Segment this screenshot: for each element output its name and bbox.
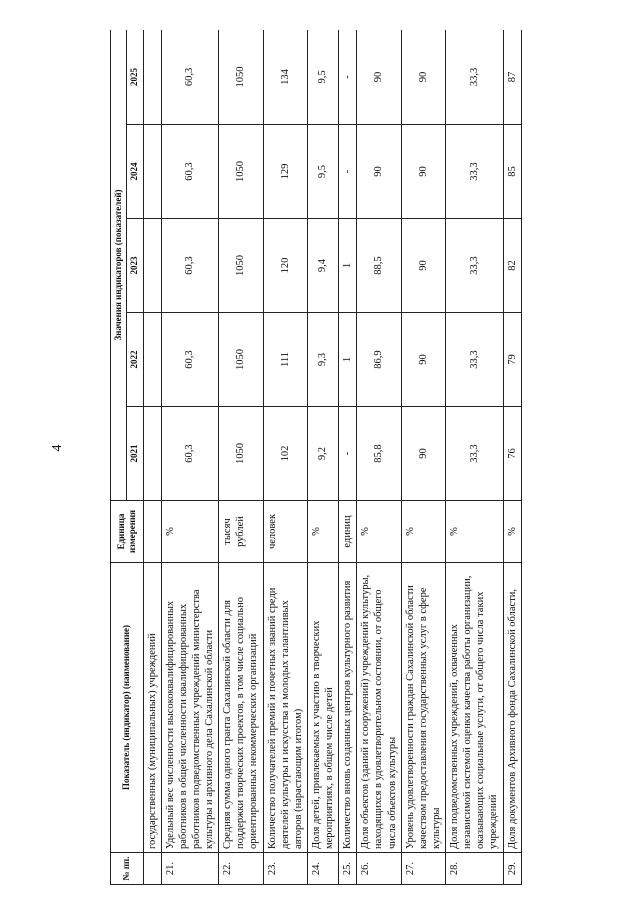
- header-year: 2023: [127, 219, 143, 313]
- header-indicator: Показатель (индикатор) (наименование): [111, 563, 144, 853]
- cell-value: [143, 407, 161, 501]
- table-row: [339, 30, 357, 885]
- indicators-table: [110, 30, 522, 885]
- cell-value: 85,8: [357, 407, 401, 501]
- cell-value: 9,3: [307, 313, 338, 407]
- cell-unit: %: [357, 501, 401, 563]
- cell-num: 28.: [446, 853, 504, 885]
- header-num: № пп.: [111, 853, 144, 885]
- cell-value: 33,3: [446, 407, 504, 501]
- cell-value: 86,9: [357, 313, 401, 407]
- header-year: 2024: [127, 125, 143, 219]
- cell-unit: человек: [263, 501, 307, 563]
- cell-num: 25.: [339, 853, 357, 885]
- table-row: [357, 30, 401, 885]
- table-row: [161, 30, 219, 885]
- cell-indicator: государственных (муниципальных) учреждений: [143, 563, 161, 853]
- cell-indicator: Количество получателей премий и почетных званий среди деятелей культуры и искусства и молодых талантливых авторов (нарастающим итогом): [263, 563, 307, 853]
- cell-value: 1: [339, 313, 357, 407]
- header-row-1: [111, 30, 127, 885]
- cell-value: 33,3: [446, 313, 504, 407]
- cell-num: 24.: [307, 853, 338, 885]
- cell-value: 88,5: [357, 219, 401, 313]
- cell-num: 21.: [161, 853, 219, 885]
- cell-unit: %: [161, 501, 219, 563]
- cell-indicator: Удельный вес численности высококвалифицированных работников в общей численности квалифицированных работников подведомственных учреждений министерства культуры и архивного дела Сахалинской области: [161, 563, 219, 853]
- header-unit: Единица измерения: [111, 501, 144, 563]
- cell-value: 102: [263, 407, 307, 501]
- cell-value: 9,2: [307, 407, 338, 501]
- cell-unit: %: [401, 501, 445, 563]
- table-row: [503, 30, 521, 885]
- table-row: [401, 30, 445, 885]
- rotated-table-canvas: [110, 30, 610, 885]
- cell-value: 9,5: [307, 30, 338, 125]
- cell-value: 129: [263, 125, 307, 219]
- header-values-group: Значения индикаторов (показателей): [111, 30, 127, 501]
- cell-indicator: Доля детей, привлекаемых к участию в творческих мероприятиях, в общем числе детей: [307, 563, 338, 853]
- cell-value: 33,3: [446, 30, 504, 125]
- cell-value: 120: [263, 219, 307, 313]
- header-year: 2022: [127, 313, 143, 407]
- cell-value: 60,3: [161, 125, 219, 219]
- table-row: [307, 30, 338, 885]
- cell-num: 27.: [401, 853, 445, 885]
- cell-value: 60,3: [161, 313, 219, 407]
- cell-value: [143, 313, 161, 407]
- cell-value: 90: [401, 407, 445, 501]
- cell-indicator: Средняя сумма одного гранта Сахалинской области для поддержки творческих проектов, в том числе социально ориентированных некоммерческих организаций: [219, 563, 263, 853]
- cell-value: 90: [401, 219, 445, 313]
- cell-value: 9,4: [307, 219, 338, 313]
- cell-value: 79: [503, 313, 521, 407]
- cell-value: -: [339, 125, 357, 219]
- cell-value: 1050: [219, 219, 263, 313]
- cell-value: 60,3: [161, 219, 219, 313]
- cell-indicator: Доля документов Архивного фонда Сахалинской области,: [503, 563, 521, 853]
- cell-value: 111: [263, 313, 307, 407]
- cell-num: 23.: [263, 853, 307, 885]
- cell-value: [143, 219, 161, 313]
- cell-unit: %: [307, 501, 338, 563]
- cell-value: 1050: [219, 407, 263, 501]
- header-year: 2021: [127, 407, 143, 501]
- cell-unit: единиц: [339, 501, 357, 563]
- cell-indicator: Количество вновь созданных центров культурного развития: [339, 563, 357, 853]
- cell-value: 60,3: [161, 30, 219, 125]
- cell-value: 134: [263, 30, 307, 125]
- cell-value: 85: [503, 125, 521, 219]
- cell-indicator: Доля подведомственных учреждений, охваченных независимой системой оценки качества работы организации, оказывающих социальные услуги, от общего числа таких учреждений: [446, 563, 504, 853]
- table-row: [263, 30, 307, 885]
- cell-unit: [143, 501, 161, 563]
- cell-value: 1: [339, 219, 357, 313]
- cell-value: 90: [401, 313, 445, 407]
- table-row-continuation: [143, 30, 161, 885]
- cell-value: [143, 30, 161, 125]
- cell-value: 60,3: [161, 407, 219, 501]
- cell-value: 90: [401, 125, 445, 219]
- header-year: 2025: [127, 30, 143, 125]
- cell-value: 1050: [219, 125, 263, 219]
- table-row: [219, 30, 263, 885]
- cell-value: [143, 125, 161, 219]
- cell-value: -: [339, 30, 357, 125]
- cell-value: 1050: [219, 313, 263, 407]
- cell-value: 9,5: [307, 125, 338, 219]
- table-row: [446, 30, 504, 885]
- cell-value: 90: [357, 125, 401, 219]
- cell-num: 26.: [357, 853, 401, 885]
- cell-value: 33,3: [446, 125, 504, 219]
- cell-value: 87: [503, 30, 521, 125]
- cell-value: 82: [503, 219, 521, 313]
- rotated-table-wrapper: [110, 30, 610, 885]
- page-number: 4: [50, 444, 65, 452]
- cell-value: 76: [503, 407, 521, 501]
- cell-num: [143, 853, 161, 885]
- cell-unit: %: [503, 501, 521, 563]
- cell-value: 90: [357, 30, 401, 125]
- cell-value: 33,3: [446, 219, 504, 313]
- cell-value: 90: [401, 30, 445, 125]
- cell-num: 29.: [503, 853, 521, 885]
- cell-unit: %: [446, 501, 504, 563]
- cell-indicator: Доля объектов (зданий и сооружений) учреждений культуры, находящихся в удовлетворительном состоянии, от общего числа объектов культуры: [357, 563, 401, 853]
- cell-indicator: Уровень удовлетворенности граждан Сахалинской области качеством предоставления государственных услуг в сфере культуры: [401, 563, 445, 853]
- cell-value: -: [339, 407, 357, 501]
- cell-num: 22.: [219, 853, 263, 885]
- cell-value: 1050: [219, 30, 263, 125]
- cell-unit: тысяч рублей: [219, 501, 263, 563]
